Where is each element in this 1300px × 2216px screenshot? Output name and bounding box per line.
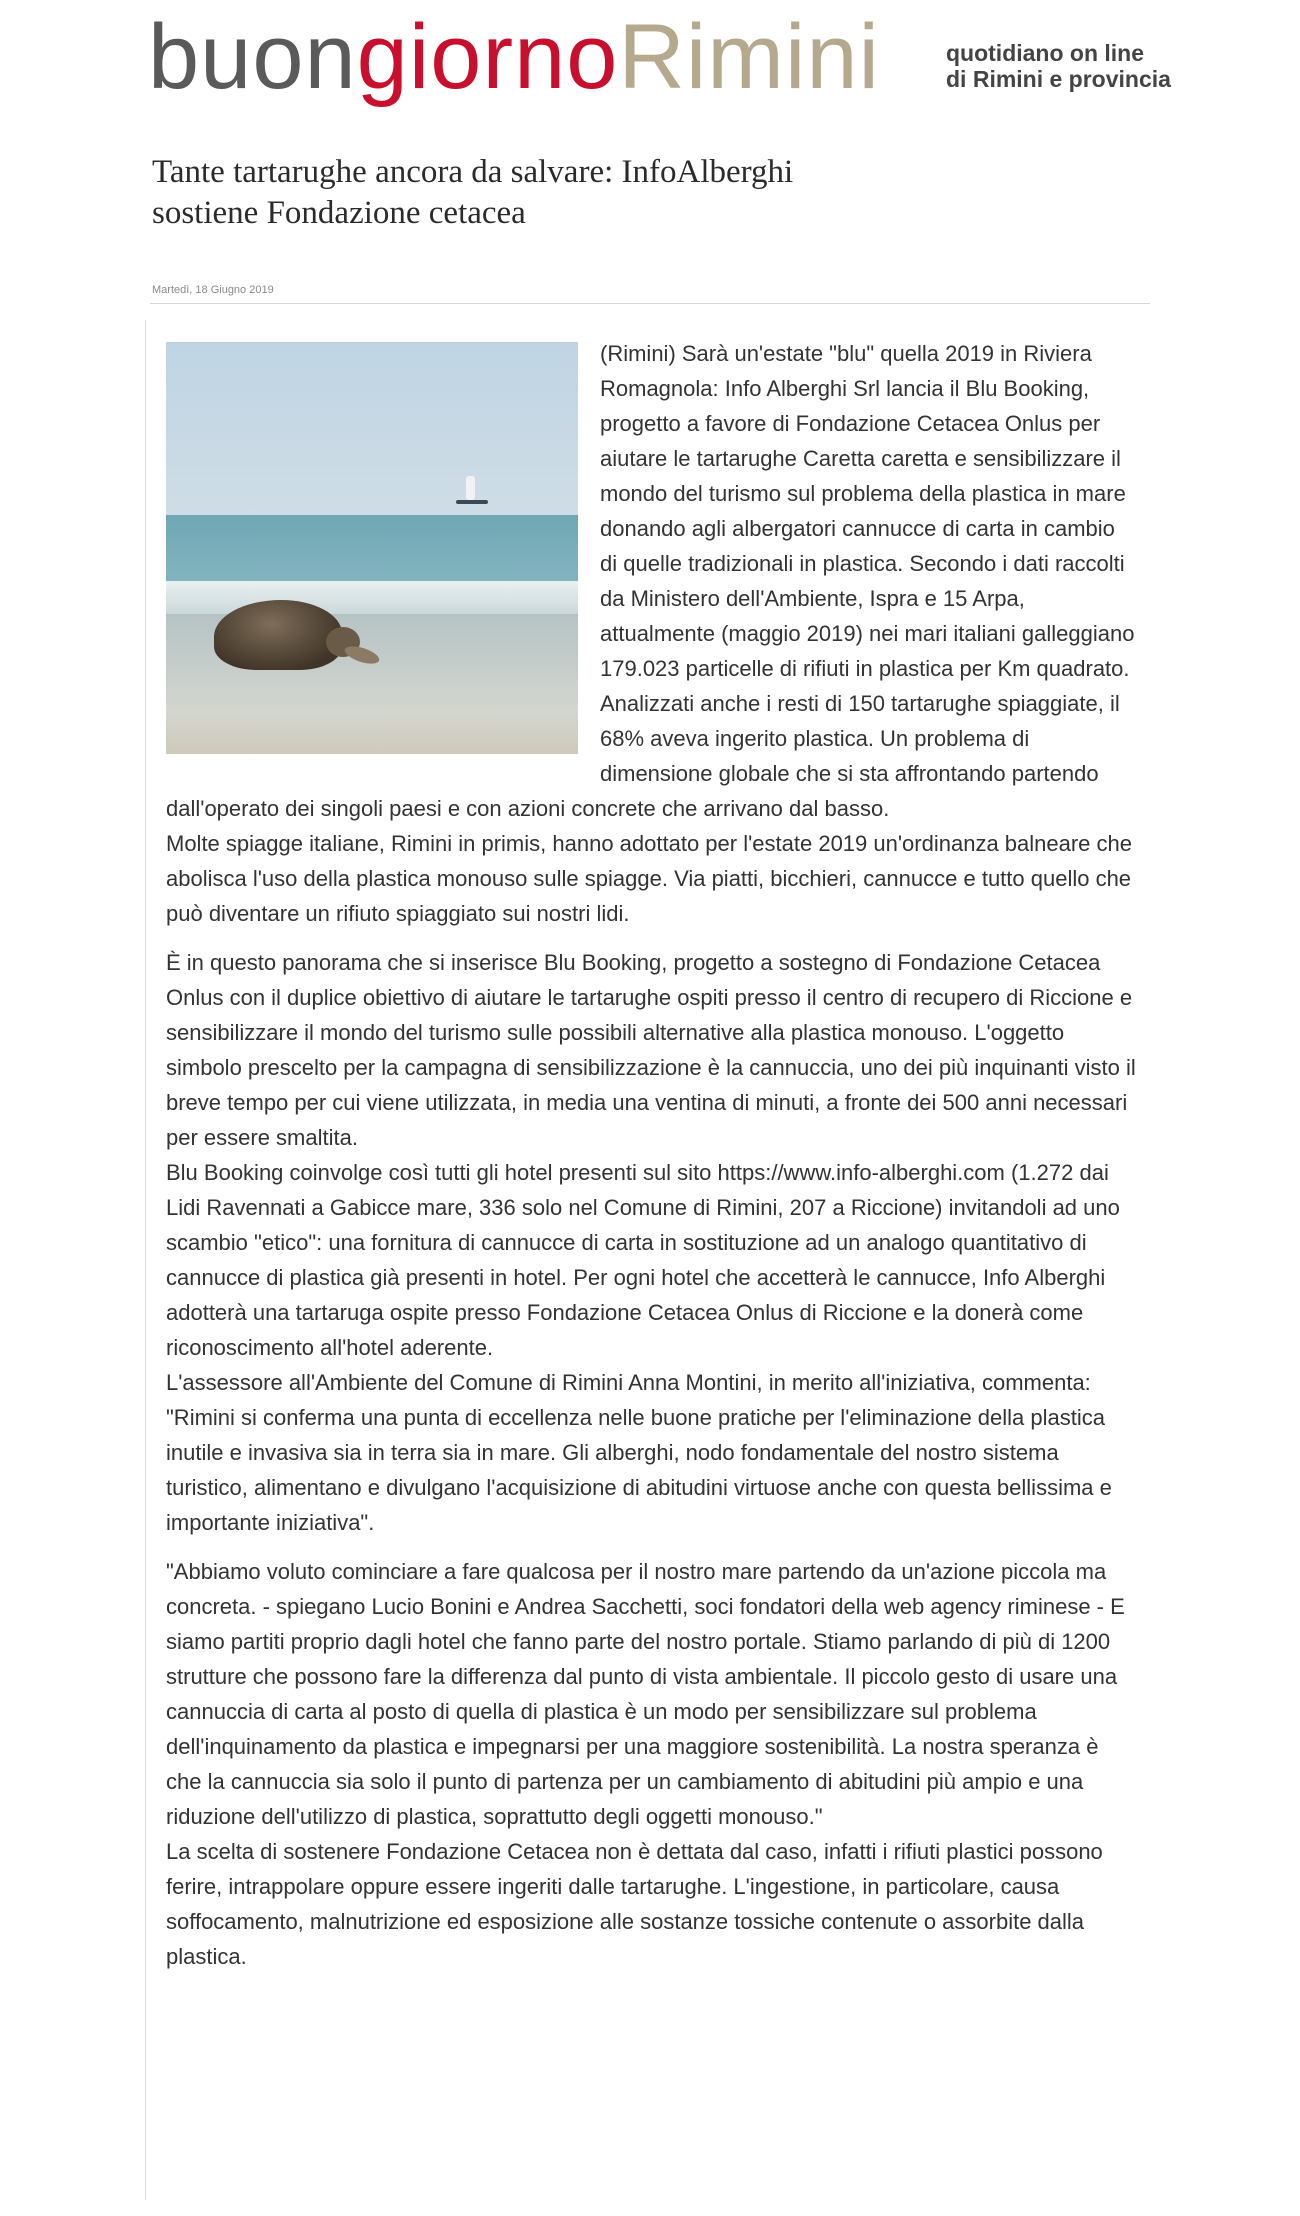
photo-turtle-shell <box>214 600 342 670</box>
article-paragraph-1: (Rimini) Sarà un'estate "blu" quella 2019 in Riviera Romagnola: Info Alberghi Srl lancia il Blu Booking, progetto a favore di Fondazione Cetacea Onlus per aiutare le tartarughe Caretta caretta e sensibilizzare il mondo del turismo sul problema della plastica in mare donando agli albergatori cannucce di carta in cambio di quelle tradizionali in plastica. Secondo i dati raccolti da Ministero dell'Ambiente, Ispra e 15 Arpa, attualmente (maggio 2019) nei mari italiani galleggiano 179.023 particelle di rifiuti in plastica per Km quadrato. Analizzati anche i resti di 150 tartarughe spiaggiate, il 68% aveva ingerito plastica. Un problema di dimensione globale che si sta affrontando partendo dall'operato dei singoli paesi e con azioni concrete che arrivano dal basso. <box>166 341 1135 821</box>
article-headline: Tante tartarughe ancora da salvare: InfoAlberghi sostiene Fondazione cetacea <box>152 154 794 231</box>
article-date: Martedì, 18 Giugno 2019 <box>152 284 274 296</box>
photo-wave-foam <box>166 581 578 618</box>
turtle-beach-photo <box>166 342 578 754</box>
header-divider <box>150 303 1150 304</box>
photo-paddleboard <box>456 500 488 504</box>
article-paragraph-7: La scelta di sostenere Fondazione Cetacea non è dettata dal caso, infatti i rifiuti plastici possono ferire, intrappolare oppure essere ingeriti dalle tartarughe. L'ingestione, in particolare, causa soffocamento, malnutrizione ed esposizione alle sostanze tossiche contenute o assorbite dalla plastica. <box>166 1839 1103 1969</box>
article-paragraph-5: L'assessore all'Ambiente del Comune di Rimini Anna Montini, in merito all'iniziativa, commenta: "Rimini si conferma una punta di eccellenza nelle buone pratiche per l'eliminazione della plastica inutile e invasiva sia in terra sia in mare. Gli alberghi, nodo fondamentale del nostro sistema turistico, alimentano e divulgano l'acquisizione di abitudini virtuose anche con questa bellissima e importante iniziativa". <box>166 1370 1112 1535</box>
photo-sky <box>166 342 578 515</box>
logo-word-giorno: giorno <box>356 6 619 108</box>
tagline-line-1: quotidiano on line <box>946 40 1145 66</box>
site-logo[interactable] <box>148 2 880 112</box>
article-paragraph-6: "Abbiamo voluto cominciare a fare qualcosa per il nostro mare partendo da un'azione piccola ma concreta. - spiegano Lucio Bonini e Andrea Sacchetti, soci fondatori della web agency riminese - E siamo partiti proprio dagli hotel che fanno parte del nostro portale. Stiamo parlando di più di 1200 strutture che possono fare la differenza dal punto di vista ambientale. Il piccolo gesto di usare una cannuccia di carta al posto di quella di plastica è un modo per sensibilizzare sul problema dell'inquinamento da plastica e impegnarsi per una maggiore sostenibilità. La nostra speranza è che la cannuccia sia solo il punto di partenza per un cambiamento di abitudini più ampio e una riduzione dell'utilizzo di plastica, soprattutto degli oggetti monouso." <box>166 1559 1125 1829</box>
photo-paddleboarder <box>466 476 475 500</box>
masthead <box>0 0 1300 130</box>
article-paragraph-2: Molte spiagge italiane, Rimini in primis, hanno adottato per l'estate 2019 un'ordinanza balneare che abolisca l'uso della plastica monouso sulle spiagge. Via piatti, bicchieri, cannucce e tutto quello che può diventare un rifiuto spiaggiato sui nostri lidi. <box>166 831 1133 926</box>
article-left-border <box>145 320 146 2200</box>
article-paragraph-4: Blu Booking coinvolge così tutti gli hotel presenti sul sito https://www.info-alberghi.com (1.272 dai Lidi Ravennati a Gabicce mare, 336 solo nel Comune di Rimini, 207 a Riccione) invitandoli ad uno scambio "etico": una fornitura di cannucce di carta in sostituzione ad un analogo quantitativo di cannucce di plastica già presenti in hotel. Per ogni hotel che accetterà le cannucce, Info Alberghi adotterà una tartaruga ospite presso Fondazione Cetacea Onlus di Riccione e la donerà come riconoscimento all'hotel aderente. <box>166 1160 1120 1360</box>
article-body <box>166 336 1136 1974</box>
logo-word-rimini: Rimini <box>618 6 880 108</box>
site-tagline <box>946 40 1171 92</box>
article-paragraph-3: È in questo panorama che si inserisce Blu Booking, progetto a sostegno di Fondazione Cetacea Onlus con il duplice obiettivo di aiutare le tartarughe ospiti presso il centro di recupero di Riccione e sensibilizzare il mondo del turismo sulle possibili alternative alla plastica monouso. L'oggetto simbolo prescelto per la campagna di sensibilizzazione è la cannuccia, uno dei più inquinanti visto il breve tempo per cui viene utilizzata, in media una ventina di minuti, a fronte dei 500 anni necessari per essere smaltita. <box>166 950 1136 1150</box>
logo-word-buon: buon <box>148 6 357 108</box>
tagline-line-2: di Rimini e provincia <box>946 66 1171 92</box>
